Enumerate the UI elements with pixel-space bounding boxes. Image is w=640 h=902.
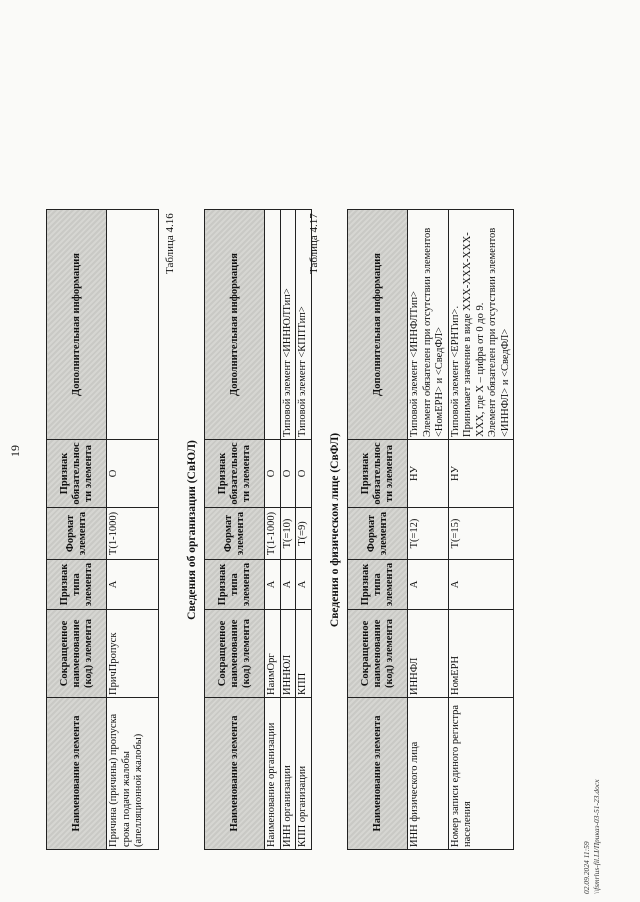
table-continuation	[46, 209, 159, 850]
table-caption: Таблица 4.17	[308, 213, 320, 274]
table-row	[408, 210, 449, 850]
table-organization	[204, 209, 312, 850]
table-row	[296, 210, 312, 850]
cell-short: НаимОрг	[265, 610, 281, 698]
cell-info: Типовой элемент <ИННЮЛТип>	[280, 210, 296, 440]
col-header-type: Признак типа элемента	[348, 560, 408, 610]
cell-format: T(1-1000)	[107, 508, 159, 560]
col-header-required: Признак обязательности элемента	[47, 440, 107, 508]
cell-short: ПричПропуск	[107, 610, 159, 698]
col-header-short: Сокращенное наименование (код) элемента	[205, 610, 265, 698]
cell-info	[408, 210, 449, 440]
col-header-type: Признак типа элемента	[205, 560, 265, 610]
info-line: Принимает значение в виде ХХХ-ХХХ-ХХХ-ХХХ, где Х – цифра от 0 до 9.	[462, 232, 486, 437]
table-header-row	[205, 210, 265, 850]
col-header-type: Признак типа элемента	[47, 560, 107, 610]
table-row	[280, 210, 296, 850]
col-header-required: Признак обязательности элемента	[348, 440, 408, 508]
info-line: Элемент обязателен при отсутствии элементов <ИННФЛ> и <СведФЛ>	[487, 227, 511, 437]
table-header-row	[47, 210, 107, 850]
col-header-short: Сокращенное наименование (код) элемента	[348, 610, 408, 698]
table-row	[107, 210, 159, 850]
cell-info	[448, 210, 514, 440]
col-header-format: Формат элемента	[348, 508, 408, 560]
cell-short: КПП	[296, 610, 312, 698]
table-header-row	[348, 210, 408, 850]
print-stamp	[582, 779, 602, 894]
cell-info: Типовой элемент <КППТип>	[296, 210, 312, 440]
col-header-format: Формат элемента	[47, 508, 107, 560]
cell-name: КПП организации	[296, 698, 312, 850]
col-header-info: Дополнительная информация	[205, 210, 265, 440]
info-line: Типовой элемент <ЕРНТип>.	[449, 305, 461, 437]
section-title: Сведения об организации (СвЮЛ)	[186, 440, 198, 620]
cell-type: А	[280, 560, 296, 610]
info-line: Элемент обязателен при отсутствии элементов <НомЕРН> и <СведФЛ>	[421, 227, 445, 437]
cell-name: Причина (причины) пропуска срока подачи жалобы (апелляционной жалобы)	[107, 698, 159, 850]
cell-info	[107, 210, 159, 440]
col-header-name: Наименование элемента	[47, 698, 107, 850]
table-row	[448, 210, 514, 850]
cell-required: НУ	[448, 440, 514, 508]
cell-format: T(=10)	[280, 508, 296, 560]
section-title: Сведения о физическом лице (СвФЛ)	[329, 432, 341, 628]
cell-name: Наименование организации	[265, 698, 281, 850]
cell-type: А	[408, 560, 449, 610]
stamp-date: 02.09.2024 11:59	[582, 841, 591, 894]
cell-required: О	[296, 440, 312, 508]
cell-type: А	[448, 560, 514, 610]
col-header-name: Наименование элемента	[348, 698, 408, 850]
col-header-name: Наименование элемента	[205, 698, 265, 850]
col-header-short: Сокращенное наименование (код) элемента	[47, 610, 107, 698]
table-row	[265, 210, 281, 850]
col-header-required: Признак обязательности элемента	[205, 440, 265, 508]
cell-name: ИНН физического лица	[408, 698, 449, 850]
cell-format: T(1-1000)	[265, 508, 281, 560]
cell-format: T(=15)	[448, 508, 514, 560]
cell-short: ИННФЛ	[408, 610, 449, 698]
cell-format: T(=12)	[408, 508, 449, 560]
cell-info	[265, 210, 281, 440]
table-person	[347, 209, 514, 850]
cell-name: Номер записи единого регистра населения	[448, 698, 514, 850]
cell-required: О	[107, 440, 159, 508]
cell-type: А	[296, 560, 312, 610]
cell-required: НУ	[408, 440, 449, 508]
cell-required: О	[280, 440, 296, 508]
col-header-format: Формат элемента	[205, 508, 265, 560]
cell-type: А	[265, 560, 281, 610]
table-caption: Таблица 4.16	[164, 213, 176, 274]
cell-short: НомЕРН	[448, 610, 514, 698]
cell-type: А	[107, 560, 159, 610]
page-number: 19	[8, 445, 22, 457]
cell-format: T(=9)	[296, 508, 312, 560]
col-header-info: Дополнительная информация	[47, 210, 107, 440]
col-header-info: Дополнительная информация	[348, 210, 408, 440]
cell-short: ИННЮЛ	[280, 610, 296, 698]
stamp-path: \\fsmrlus-fil.LI/Приказ-03-51-23.docx	[592, 779, 601, 894]
cell-name: ИНН организации	[280, 698, 296, 850]
cell-required: О	[265, 440, 281, 508]
info-line: Типовой элемент <ИННФЛТип>	[409, 291, 420, 437]
